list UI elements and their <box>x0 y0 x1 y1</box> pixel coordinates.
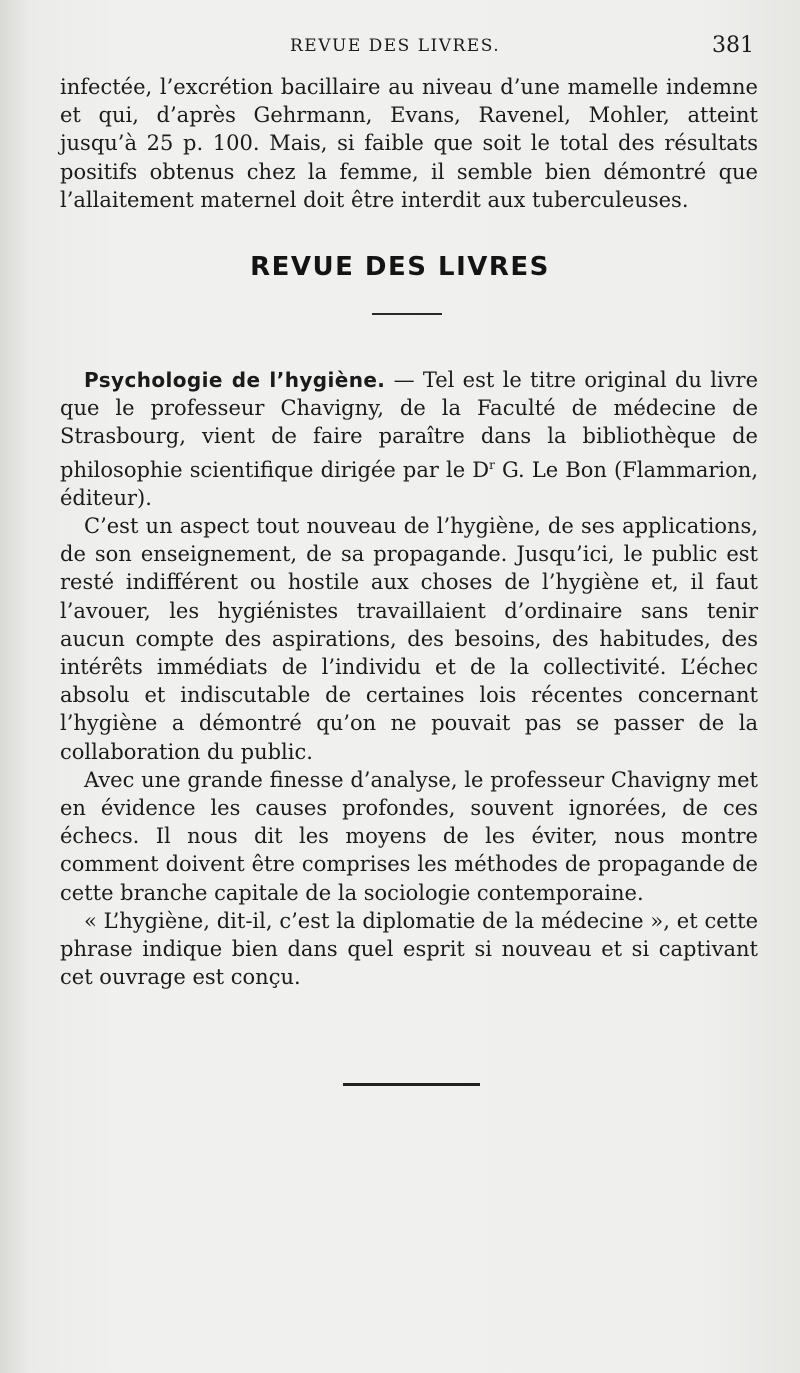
previous-article-ending <box>60 73 758 214</box>
continued-paragraph: infectée, l’excrétion bacillaire au niveau d’une mamelle indemne et qui, d’après Gehrmann, Evans, Ravenel, Mohler, atteint jusqu’à 25 p. 100. Mais, si faible que soit le total des résultats positifs obtenus chez la femme, il semble bien démontré que l’allaitement maternel doit être interdit aux tuberculeuses. <box>60 75 758 212</box>
review-intro-paragraph <box>60 366 758 512</box>
review-paragraph: Avec une grande finesse d’analyse, le professeur Chavigny met en évidence les causes profondes, souvent ignorées, de ces échecs. Il nous dit les moyens de les éviter, nous montre comment doivent être comprises les méthodes de propagande de cette branche capitale de la sociologie contemporaine. <box>60 767 758 905</box>
review-intro-text: — Tel est le titre original du livre que le professeur Chavigny, de la Faculté de médecine de Strasbourg, vient de faire paraître dans la bibliothèque de philosophie scientifique dirigée par le D <box>60 368 758 482</box>
review-intro-text-end: G. Le Bon (Flammarion, éditeur). <box>60 457 758 510</box>
review-paragraph: C’est un aspect tout nouveau de l’hygiène, de ses applications, de son enseignement, de sa propagande. Jusqu’ici, le public est resté indifférent ou hostile aux choses de l’hygiène et, il faut l’avouer, les hygiénistes travaillaient d’ordinaire sans tenir aucun compte des aspirations, des besoins, des habitudes, des intérêts immédiats de l’individu et de la collectivité. L’échec absolu et indiscutable de certaines lois récentes concernant l’hygiène a démontré qu’on ne pouvait pas se passer de la collaboration du public. <box>60 514 758 764</box>
review-paragraph: « L’hygiène, dit-il, c’est la diplomatie de la médecine », et cette phrase indique bien dans quel esprit si nouveau et si captivant cet ouvrage est conçu. <box>60 908 758 990</box>
book-review <box>60 366 758 991</box>
review-book-title: Psychologie de l’hygiène. <box>84 368 386 392</box>
end-divider <box>343 1083 480 1086</box>
page-number: 381 <box>712 33 754 58</box>
section-heading: REVUE DES LIVRES <box>250 252 550 282</box>
running-title: REVUE DES LIVRES. <box>290 36 501 56</box>
heading-divider <box>372 313 442 315</box>
running-head <box>0 33 800 66</box>
doctor-abbrev-superscript: r <box>489 457 495 472</box>
